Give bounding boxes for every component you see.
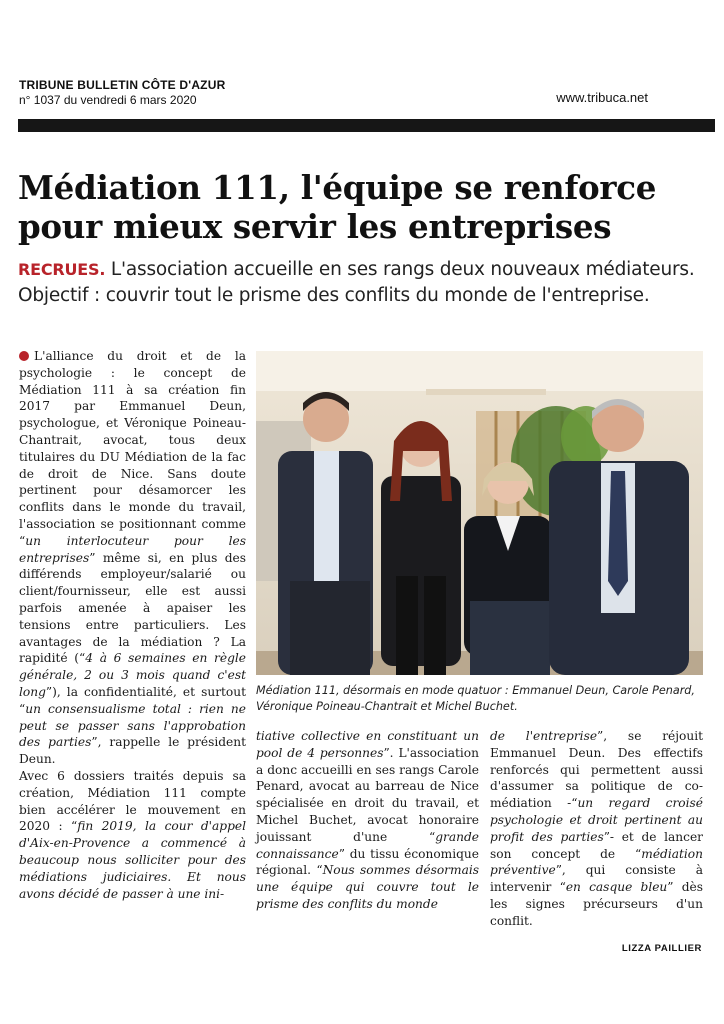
article-column-2	[256, 728, 479, 913]
text-run: ”, se réjouit Emmanuel Deun. Des effectifs renforcés qui permettent aussi d'assumer sa politique de co-médiation -“	[490, 729, 703, 811]
website-link[interactable]: www.tribuca.net	[556, 90, 648, 105]
article-column-1	[19, 348, 246, 902]
text-run: ” du tissu économique régional. “	[256, 846, 479, 878]
quote: en casque bleu	[565, 880, 668, 895]
quote: Nous sommes désormais une équipe qui couvre tout le prisme des conflits du monde	[256, 863, 479, 911]
article-standfirst	[18, 257, 718, 309]
paragraph-2	[19, 768, 246, 902]
photo-caption: Médiation 111, désormais en mode quatuor : Emmanuel Deun, Carole Penard, Véronique Poineau-Chantrait et Michel Buchet.	[256, 684, 695, 713]
quote: tiative collective en constituant un pool de 4 personnes	[256, 729, 479, 760]
issue-line: n° 1037 du vendredi 6 mars 2020	[19, 93, 197, 107]
paragraph-1	[19, 348, 246, 768]
team-photo-illustration	[256, 351, 703, 675]
article-headline	[18, 168, 718, 246]
quote: 4 à 6 semaines en règle générale, 2 ou 3 mois quand c'est long	[19, 651, 246, 699]
bullet-icon	[19, 351, 29, 361]
text-run: ”, rappelle le président Deun.	[19, 735, 246, 767]
headline-line-2: pour mieux servir les entreprises	[18, 207, 612, 246]
quote: de l'entreprise	[490, 729, 598, 743]
text-run: L'alliance du droit et de la psychologie : le concept de Médiation 111 à sa création fin 2017 par Emmanuel Deun, psychologue, et Véronique Poineau-Chantrait, avocat, tous deux titulaires du DU Médiation de la fac de droit de Nice. Sans doute pertinent pour désamorcer les conflits dans le monde du travail, l'association se positionnant comme “	[19, 349, 246, 548]
publication-name: TRIBUNE BULLETIN CÔTE D'AZUR	[19, 78, 226, 92]
headline-line-1: Médiation 111, l'équipe se renforce	[18, 168, 657, 207]
quote: un interlocuteur pour les entreprises	[19, 533, 246, 565]
paragraph-4	[490, 728, 703, 930]
text-run: ” même si, en plus des différends employeur/salarié ou client/fournisseur, elle est aussi parfois amenée à apaiser les tensions entre particuliers. Les avantages de la médiation ? La rapidité (“	[19, 550, 246, 666]
text-run: Avec 6 dossiers traités depuis sa création, Médiation 111 compte bien accélérer le mouvement en 2020 : “	[19, 768, 246, 834]
quote: médiation préventive	[490, 846, 703, 878]
quote: un consensualisme total : rien ne peut se passer sans l'approbation des parties	[19, 701, 246, 750]
article-column-3	[490, 728, 703, 930]
team-photo	[256, 351, 703, 675]
author-credit: LIZZA PAILLIER	[621, 943, 702, 954]
quote: grande connaissance	[256, 829, 479, 861]
masthead	[19, 78, 225, 107]
text-run: ”. L'association a donc accueilli en ses rangs Carole Penard, avocat au barreau de Nice spécialisée en droit du travail, et Michel Buchet, avocat honoraire jouissant d'une “	[256, 745, 479, 844]
kicker: RECRUES.	[18, 260, 106, 279]
text-run: ”, qui consiste à intervenir “	[490, 863, 703, 895]
text-run: ”), la confidentialité, et surtout “	[19, 684, 246, 716]
header-rule	[18, 119, 715, 132]
quote: un regard croisé psychologie et droit pertinent au profit des parties	[490, 796, 703, 844]
standfirst-text: L'association accueille en ses rangs deux nouveaux médiateurs. Objectif : couvrir tout le prisme des conflits du monde de l'entreprise.	[18, 259, 695, 306]
quote: fin 2019, la cour d'appel d'Aix-en-Provence a commencé à beaucoup nous solliciter pour des médiations judiciaires. Et nous avons décidé de passer à une ini-	[19, 819, 246, 901]
paragraph-3	[256, 728, 479, 913]
text-run: ” dès les signes précurseurs d'un conflit.	[490, 880, 703, 928]
text-run: ”- et de lancer son concept de “	[490, 829, 703, 861]
